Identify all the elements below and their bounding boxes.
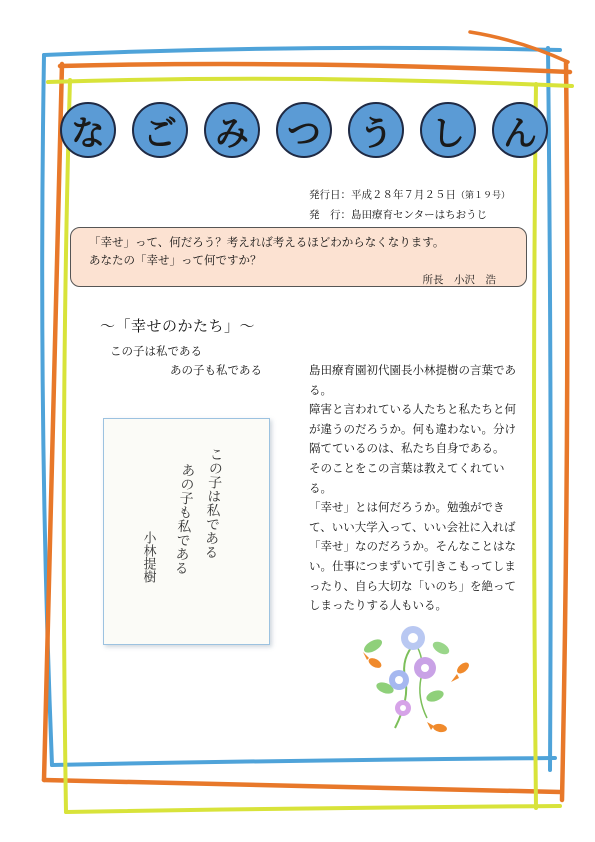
calligraphy-signature: 小林提樹 [140, 531, 156, 583]
calligraphy-image [104, 419, 269, 644]
body-paragraph: そのことをこの言葉は教えてくれている。 [309, 460, 505, 495]
newsletter-title [60, 96, 550, 166]
title-char: し [420, 102, 476, 158]
calligraphy-col-2: あの子も私である [172, 462, 196, 576]
title-char: な [60, 102, 116, 158]
article-body [309, 361, 523, 616]
issue-info [309, 186, 510, 225]
poem-line-2: あの子も私である [170, 363, 262, 377]
title-char: う [348, 102, 404, 158]
publisher: 発 行：島田療育センターはちおうじ [309, 209, 488, 221]
title-char: つ [276, 102, 332, 158]
message-line-2: あなたの「幸せ」って何ですか？ [89, 253, 262, 267]
body-paragraph: 障害と言われている人たちと私たちと何が違うのだろうか。何も違わない。分け隔てているのは、私たち自身である。 [309, 402, 516, 456]
section-heading: ～「幸せのかたち」～ [100, 317, 256, 335]
morning-glory-goldfish-icon [355, 618, 475, 738]
title-char: ご [132, 102, 188, 158]
issue-date [309, 186, 510, 206]
calligraphy-col-1: この子は私である [202, 446, 224, 560]
director-message-box [70, 227, 527, 287]
poem-line-1: この子は私である [110, 344, 202, 358]
message-line-1: 「幸せ」って、何だろう？考えれば考えるほどわからなくなります。 [89, 235, 445, 249]
issue-number: （第１９号） [456, 191, 511, 201]
message-author: 所長 小沢 浩 [422, 274, 496, 286]
title-char: ん [492, 102, 548, 158]
calligraphy-card [103, 418, 270, 645]
body-paragraph: 島田療育園初代園長小林提樹の言葉である。 [309, 363, 516, 397]
body-paragraph: 「幸せ」とは何だろうか。勉強ができて、いい大学入って、いい会社に入れば「幸せ」なのだろうか。そんなことはない。仕事につまずいて引きこもってしまったり、自ら大切な「いのち」を絶ってしまったりする人もいる。 [309, 500, 516, 613]
issue-date-label: 発行日：平成２８年７月２５日 [309, 189, 456, 201]
title-char: み [204, 102, 260, 158]
